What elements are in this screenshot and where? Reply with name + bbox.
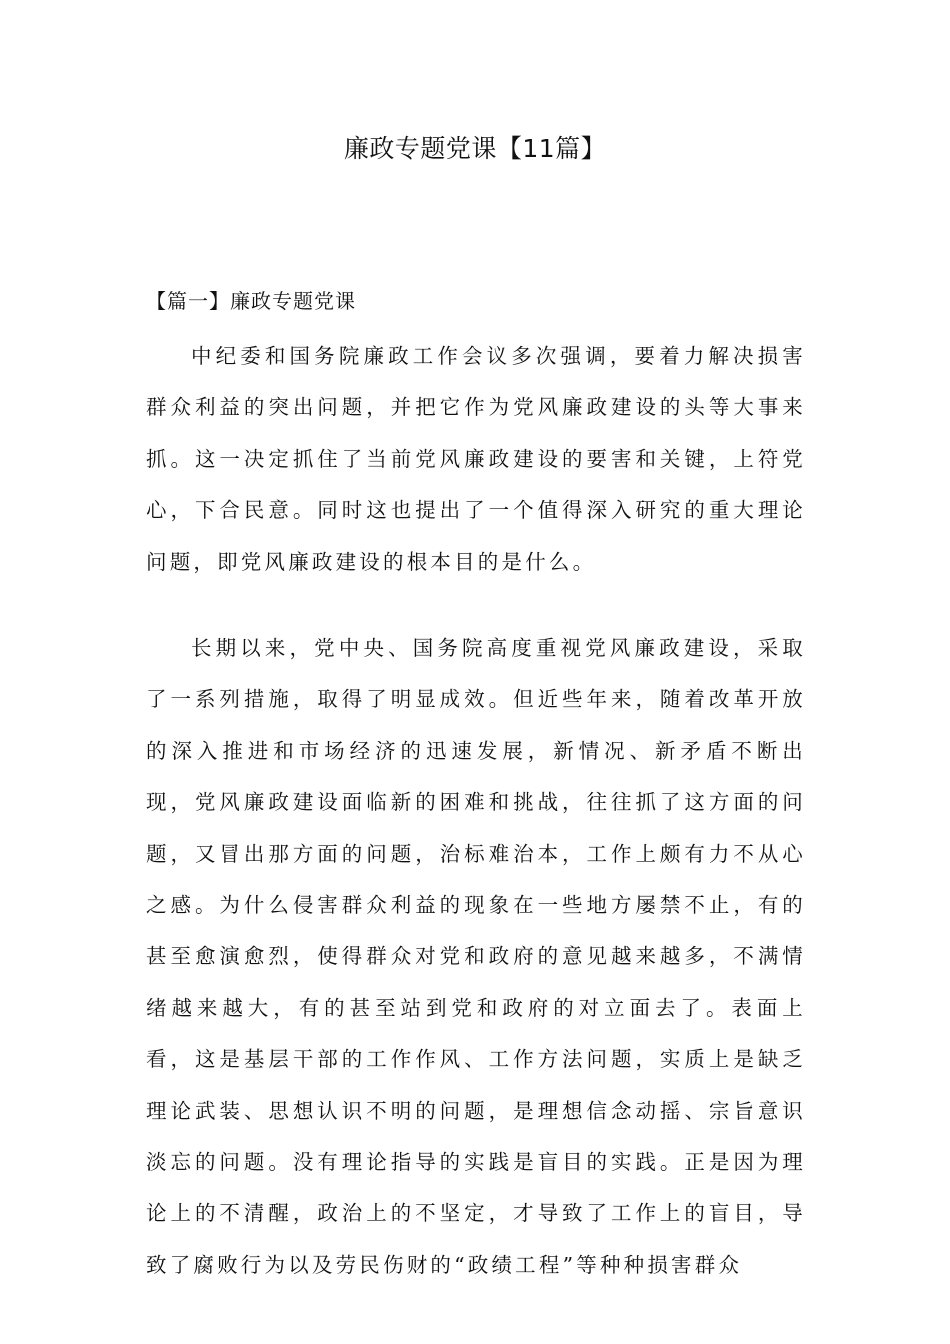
body-paragraph: 长期以来，党中央、国务院高度重视党风廉政建设，采取了一系列措施，取得了明显成效。但近些年来，随着改革开放的深入推进和市场经济的迅速发展，新情况、新矛盾不断出现，党风廉政建设面临新的困难和挑战，往往抓了这方面的问题，又冒出那方面的问题，治标难治本，工作上颇有力不从心之感。为什么侵害群众利益的现象在一些地方屡禁不止，有的甚至愈演愈烈，使得群众对党和政府的意见越来越多，不满情绪越来越大，有的甚至站到党和政府的对立面去了。表面上看，这是基层干部的工作作风、工作方法问题，实质上是缺乏理论武装、思想认识不明的问题，是理想信念动摇、宗旨意识淡忘的问题。没有理论指导的实践是盲目的实践。正是因为理论上的不清醒，政治上的不坚定，才导致了工作上的盲目，导致了腐败行为以及劳民伤财的“政绩工程”等种种损害群众 <box>146 636 806 1277</box>
body-paragraph: 中纪委和国务院廉政工作会议多次强调，要着力解决损害群众利益的突出问题，并把它作为党风廉政建设的头等大事来抓。这一决定抓住了当前党风廉政建设的要害和关键，上符党心，下合民意。同时这也提出了一个值得深入研究的重大理论问题，即党风廉政建设的根本目的是什么。 <box>146 344 806 574</box>
section-heading: 【篇一】廉政专题党课 <box>146 289 356 313</box>
document-title: 廉政专题党课【11篇】 <box>343 134 607 163</box>
